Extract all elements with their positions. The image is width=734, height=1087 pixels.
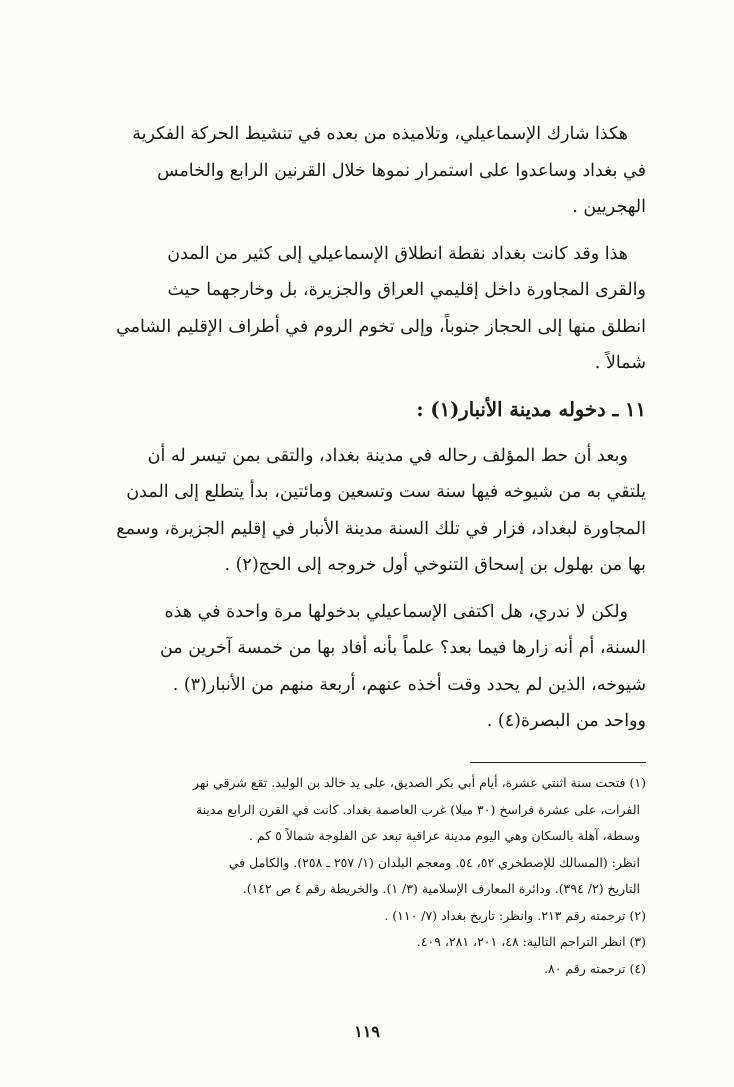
footnote-line: (٤) ترجمته رقم ٨٠. bbox=[544, 960, 646, 976]
footnote-divider bbox=[470, 762, 646, 763]
text-line: وبعد أن حط المؤلف رحاله في مدينة بغداد، والتقى بمن تيسر له أن bbox=[147, 445, 628, 466]
footnote-line: الفرات، على عشرة فراسخ (٣٠ ميلا) غرب العاصمة بغداد. كانت في القرن الرابع مدينة bbox=[195, 801, 640, 817]
text-line: هذا وقد كانت بغداد نقطة انطلاق الإسماعيلي إلى كثير من المدن bbox=[167, 243, 628, 264]
text-line: شمالاً . bbox=[594, 353, 646, 373]
text-line: يلتقي به من شيوخه فيها سنة ست وتسعين ومائتين، بدأ يتطلع إلى المدن bbox=[126, 482, 646, 502]
paragraph bbox=[90, 116, 646, 226]
text-line: شيوخه، الذين لم يحدد وقت أخذه عنهم، أربعة منهم من الأنبار(٣) . bbox=[172, 674, 646, 695]
footnote-line: التاريخ (٢/ ٣٩٤). ودائرة المعارف الإسلامية (٣/ ١). والخريطة رقم ٤ ص ١٤٢). bbox=[242, 881, 640, 896]
paragraph bbox=[90, 236, 646, 382]
paragraph bbox=[90, 438, 646, 584]
footnote bbox=[90, 929, 646, 956]
footnote bbox=[90, 850, 646, 903]
main-text bbox=[90, 116, 646, 750]
text-line: هكذا شارك الإسماعيلي، وتلاميذه من بعده في تنشيط الحركة الفكرية bbox=[132, 124, 628, 144]
text-line: بها من بهلول بن إسحاق التنوخي أول خروجه إلى الحج(٢) . bbox=[224, 555, 646, 575]
paragraph bbox=[90, 594, 646, 740]
footnote bbox=[90, 956, 646, 983]
text-line: في بغداد وساعدوا على استمرار نموها خلال القرنين الرابع والخامس bbox=[157, 160, 646, 181]
footnote-line: (١) فتحت سنة اثنتي عشرة، أيام أبي بكر الصديق، على يد خالد بن الوليد. تقع شرقي نهر bbox=[192, 775, 646, 790]
footnotes bbox=[90, 770, 646, 982]
text-line: والقرى المجاورة داخل إقليمي العراق والجزيرة، بل وخارجهما حيث bbox=[167, 280, 646, 300]
footnote-line: (٣) انظر التراجم التالية: ٤٨، ٢٠١، ٢٨١، ٤٠٩. bbox=[416, 934, 646, 949]
text-line: المجاورة لبغداد، فزار في تلك السنة مدينة الأنبار في إقليم الجزيرة، وسمع bbox=[116, 518, 646, 539]
text-line: ولكن لا ندري، هل اكتفى الإسماعيلي بدخولها مرة واحدة في هذه bbox=[164, 601, 628, 622]
footnote-line: (٢) ترجمته رقم ٢١٣. وانظر: تاريخ بغداد (٧/ ١١٠) . bbox=[384, 907, 646, 923]
text-line: وواحد من البصرة(٤) . bbox=[486, 711, 646, 731]
footnote bbox=[90, 770, 646, 850]
footnote-line: انظر: (المسالك للإصطخري ٥٢، ٥٤. ومعجم البلدان (١/ ٢٥٧ ـ ٢٥٨). والكامل في bbox=[228, 854, 640, 870]
text-line: الهجريين . bbox=[572, 197, 646, 217]
footnote bbox=[90, 903, 646, 930]
text-line: السنة، أم أنه زارها فيما بعد؟ علماً بأنه أفاد بها من خمسة آخرين من bbox=[159, 638, 646, 658]
footnote-line: وسطة، آهلة بالسكان وهي اليوم مدينة عراقية تبعد عن الفلوجة شمالاً ٥ كم . bbox=[248, 828, 640, 843]
section-heading: ١١ ـ دخوله مدينة الأنبار(١) : bbox=[416, 397, 646, 421]
page-number: ١١٩ bbox=[354, 1022, 380, 1041]
text-line: انطلق منها إلى الحجاز جنوباً، وإلى تخوم الروم في أطراف الإقليم الشامي bbox=[116, 316, 646, 337]
